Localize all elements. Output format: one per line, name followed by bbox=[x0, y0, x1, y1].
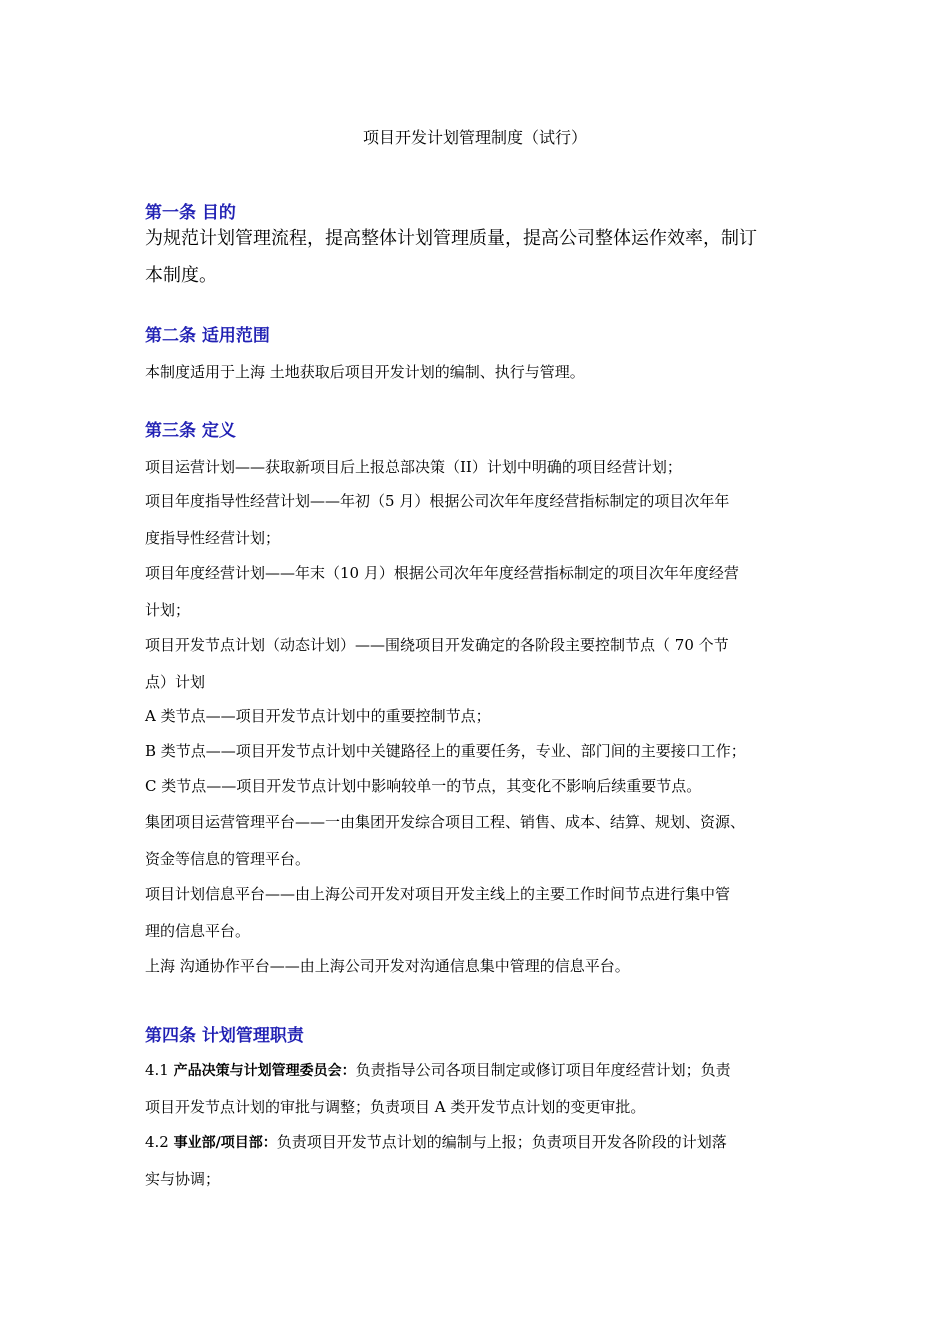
definition-line: 项目开发节点计划（动态计划）——围绕项目开发确定的各阶段主要控制节点（ 70 个节 bbox=[145, 636, 729, 654]
responsibility-item bbox=[145, 1059, 731, 1082]
definition-line: 资金等信息的管理平台。 bbox=[145, 850, 311, 868]
item-number: 4.2 bbox=[145, 1133, 174, 1151]
paragraph-line: 本制度。 bbox=[145, 265, 217, 286]
item-text: 负责项目开发节点计划的编制与上报；负责项目开发各阶段的计划落 bbox=[276, 1133, 727, 1151]
definition-line: 点）计划 bbox=[145, 673, 206, 691]
definition-line: 项目运营计划——获取新项目后上报总部决策（II）计划中明确的项目经营计划； bbox=[145, 458, 682, 476]
section-heading-scope: 第二条 适用范围 bbox=[145, 326, 270, 346]
section-heading-purpose: 第一条 目的 bbox=[145, 203, 236, 223]
document-title: 项目开发计划管理制度（试行） bbox=[362, 128, 587, 147]
definition-line: 计划； bbox=[145, 601, 191, 619]
definition-line: 项目年度经营计划——年末（10 月）根据公司次年年度经营指标制定的项目次年年度经营 bbox=[145, 564, 739, 582]
definition-line: 项目计划信息平台——由上海公司开发对项目开发主线上的主要工作时间节点进行集中管 bbox=[145, 885, 731, 903]
paragraph-line: 为规范计划管理流程，提高整体计划管理质量，提高公司整体运作效率，制订 bbox=[145, 228, 757, 249]
definition-line: 上海 沟通协作平台——由上海公司开发对沟通信息集中管理的信息平台。 bbox=[145, 957, 630, 975]
responsibility-item-continuation: 项目开发节点计划的审批与调整；负责项目 A 类开发节点计划的变更审批。 bbox=[145, 1098, 646, 1116]
definition-line: 度指导性经营计划； bbox=[145, 529, 281, 547]
item-text: 负责指导公司各项目制定或修订项目年度经营计划；负责 bbox=[355, 1061, 731, 1079]
definition-line: 集团项目运营管理平台——一由集团开发综合项目工程、销售、成本、结算、规划、资源、 bbox=[145, 813, 746, 831]
section-heading-responsibilities: 第四条 计划管理职责 bbox=[145, 1026, 304, 1046]
definition-line: B 类节点——项目开发节点计划中关键路径上的重要任务，专业、部门间的主要接口工作； bbox=[145, 742, 746, 760]
definition-line: C 类节点——项目开发节点计划中影响较单一的节点，其变化不影响后续重要节点。 bbox=[145, 777, 702, 795]
responsibility-item-continuation: 实与协调； bbox=[145, 1170, 221, 1188]
item-label: 产品决策与计划管理委员会： bbox=[173, 1063, 356, 1079]
paragraph-line: 本制度适用于上海 土地获取后项目开发计划的编制、执行与管理。 bbox=[145, 363, 585, 381]
section-heading-definitions: 第三条 定义 bbox=[145, 421, 236, 441]
item-number: 4.1 bbox=[145, 1061, 174, 1079]
definition-line: 理的信息平台。 bbox=[145, 922, 251, 940]
responsibility-item bbox=[145, 1131, 727, 1154]
item-label: 事业部/项目部： bbox=[173, 1135, 277, 1151]
definition-line: 项目年度指导性经营计划——年初（5 月）根据公司次年年度经营指标制定的项目次年年 bbox=[145, 492, 730, 510]
definition-line: A 类节点——项目开发节点计划中的重要控制节点； bbox=[145, 707, 491, 725]
